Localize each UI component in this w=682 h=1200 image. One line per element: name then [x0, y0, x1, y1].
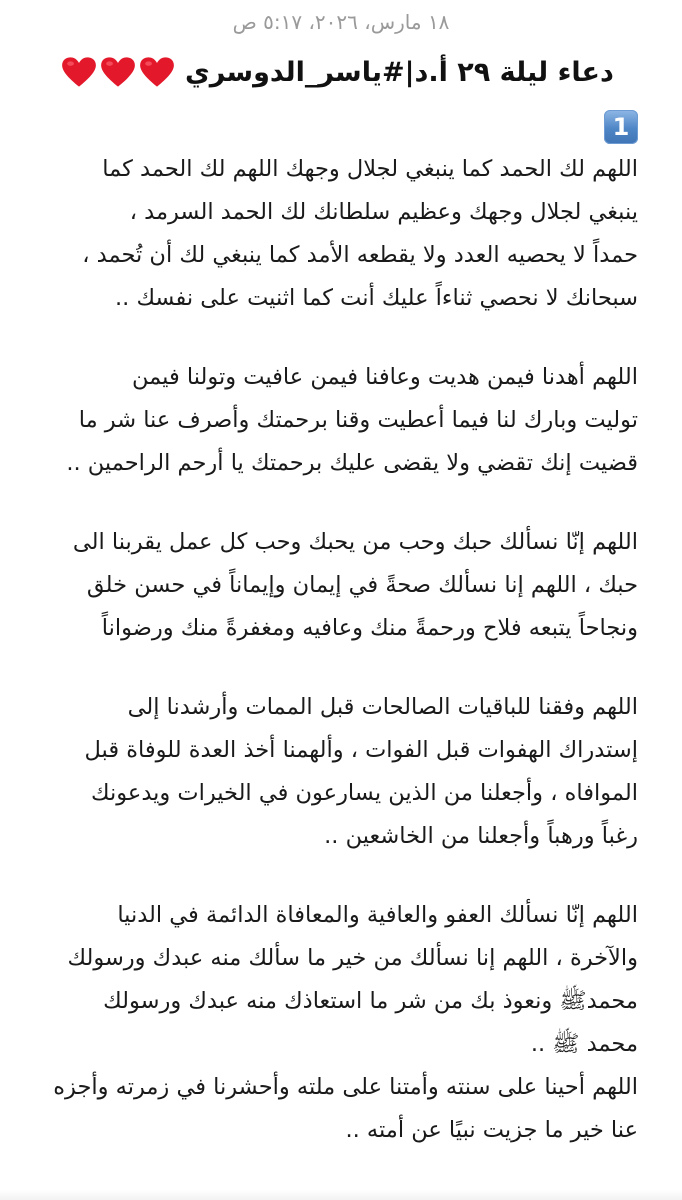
heart-icon — [139, 56, 175, 88]
text-line: سبحانك لا نحصي ثناءاً عليك أنت كما اثنيت على نفسك .. — [115, 285, 638, 311]
dua-paragraph-6 — [40, 1066, 638, 1152]
dua-paragraph-5 — [40, 894, 638, 1066]
text-line: اللهم أحينا على سنته وأمتنا على ملته وأحشرنا في زمرته وأجزه — [53, 1074, 638, 1100]
hearts-group — [58, 56, 175, 88]
title-row — [58, 50, 638, 94]
dua-paragraph-3 — [40, 521, 638, 650]
text-line: ينبغي لجلال وجهك وعظيم سلطانك لك الحمد السرمد ، — [129, 199, 638, 225]
heart-icon — [100, 56, 136, 88]
text-line: اللهم وفقنا للباقيات الصالحات قبل الممات وأرشدنا إلى — [127, 694, 638, 720]
text-line: توليت وبارك لنا فيما أعطيت وقنا برحمتك وأصرف عنا شر ما — [78, 407, 638, 433]
text-line: ونجاحاً يتبعه فلاح ورحمةً منك وعافيه ومغفرةً منك ورضواناً — [101, 615, 638, 641]
post-title: دعاء ليلة ٢٩ أ.د|#ياسر_الدوسري — [185, 56, 614, 88]
dua-paragraph-1 — [40, 148, 638, 320]
text-line: اللهم أهدنا فيمن هديت وعافنا فيمن عافيت وتولنا فيمن — [132, 364, 638, 390]
keycap-one-badge: 1 — [604, 110, 638, 144]
text-line: محمد ﷺ .. — [530, 1031, 638, 1057]
dua-paragraph-4 — [40, 686, 638, 858]
text-line: اللهم لك الحمد كما ينبغي لجلال وجهك اللهم لك الحمد كما — [102, 156, 638, 182]
post-timestamp: ١٨ مارس، ٢٠٢٦، ٥:١٧ ص — [232, 10, 450, 34]
text-line: حبك ، اللهم إنا نسألك صحةً في إيمان وإيماناً في حسن خلق — [86, 572, 638, 598]
text-line: رغباً ورهباً وأجعلنا من الخاشعين .. — [324, 823, 638, 849]
text-line: اللهم إنّا نسألك العفو والعافية والمعافاة الدائمة في الدنيا — [117, 902, 638, 928]
text-line: حمداً لا يحصيه العدد ولا يقطعه الأمد كما ينبغي لك أن تُحمد ، — [82, 242, 638, 268]
text-line: الموافاه ، وأجعلنا من الذين يسارعون في الخيرات ويدعونك — [91, 780, 638, 806]
bottom-edge-divider — [0, 1190, 682, 1200]
text-line: عنا خير ما جزيت نبيًا عن أمته .. — [345, 1117, 638, 1143]
text-line: محمدﷺ ونعوذ بك من شر ما استعاذك منه عبدك ورسولك — [103, 988, 638, 1014]
number-badge-wrap — [604, 110, 638, 144]
text-line: قضيت إنك تقضي ولا يقضى عليك برحمتك يا أرحم الراحمين .. — [66, 450, 638, 476]
text-line: والآخرة ، اللهم إنا نسألك من خير ما سألك منه عبدك ورسولك — [67, 945, 638, 971]
text-line: إستدراك الهفوات قبل الفوات ، وألهمنا أخذ العدة للوفاة قبل — [84, 737, 638, 763]
dua-content — [40, 148, 638, 1152]
text-line: اللهم إنّا نسألك حبك وحب من يحبك وحب كل عمل يقربنا الى — [72, 529, 638, 555]
heart-icon — [61, 56, 97, 88]
dua-paragraph-2 — [40, 356, 638, 485]
